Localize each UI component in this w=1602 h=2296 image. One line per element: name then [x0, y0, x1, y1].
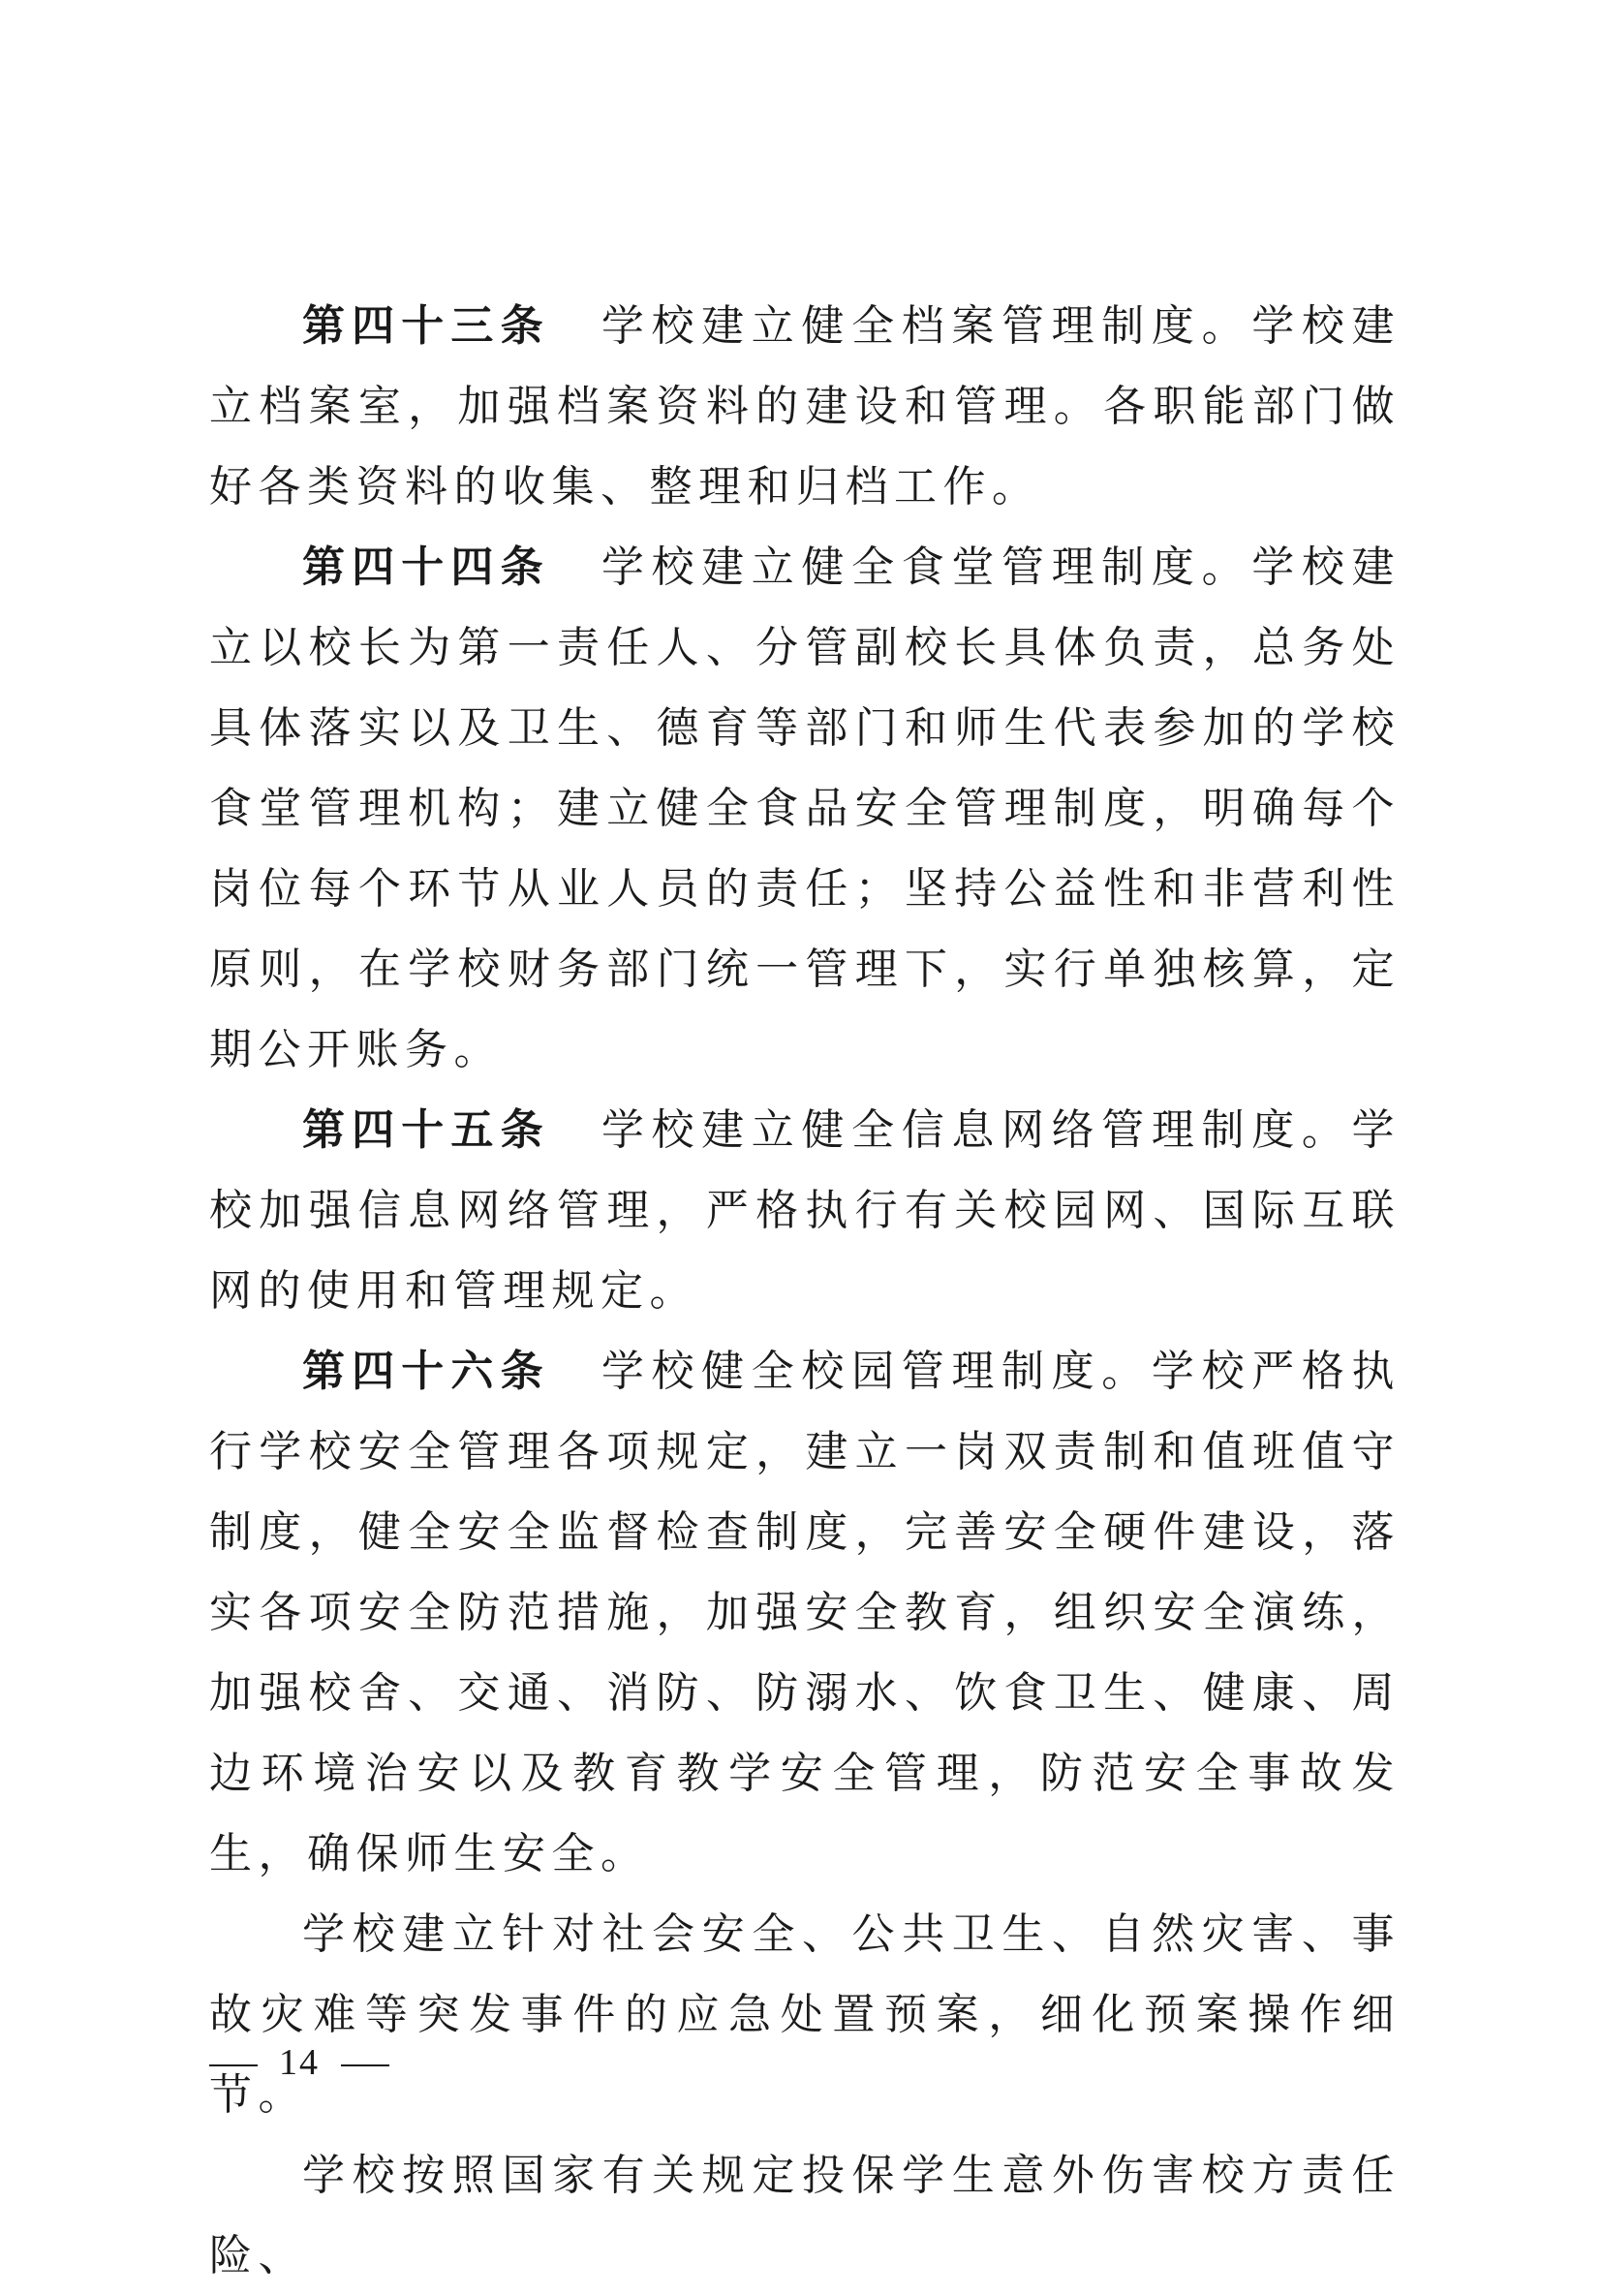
article-44-text: 学校建立健全食堂管理制度。学校建立以校长为第一责任人、分管副校长具体负责，总务处具体落实以及卫生、德育等部门和师生代表参加的学校食堂管理机构；建立健全食品安全管理制度，明确每个岗位每个环节从业人员的责任；坚持公益性和非营利性原则，在学校财务部门统一管理下，实行单独核算，定期公开账务。	[209, 543, 1402, 1074]
article-45-text: 学校建立健全信息网络管理制度。学校加强信息网络管理，严格执行有关校园网、国际互联网的使用和管理规定。	[209, 1105, 1402, 1316]
page-number: 14	[279, 2042, 320, 2083]
article-43-text: 学校建立健全档案管理制度。学校建立档案室，加强档案资料的建设和管理。各职能部门做好各类资料的收集、整理和归档工作。	[209, 301, 1402, 512]
emergency-plan-paragraph	[209, 1894, 1401, 2135]
article-46-paragraph	[209, 1331, 1401, 1894]
article-45-label: 第四十五条	[302, 1105, 550, 1155]
article-44-label: 第四十四条	[302, 543, 550, 592]
article-44-paragraph	[209, 527, 1401, 1090]
article-43-paragraph	[209, 286, 1401, 527]
article-43-label: 第四十三条	[302, 301, 550, 351]
insurance-text: 学校按照国家有关规定投保学生意外伤害校方责任险、	[209, 2151, 1401, 2280]
page-number-footer	[209, 2038, 411, 2087]
left-dash	[209, 2064, 258, 2066]
document-body	[209, 286, 1401, 2296]
emergency-plan-text: 学校建立针对社会安全、公共卫生、自然灾害、事故灾难等突发事件的应急处置预案，细化预案操作细节。	[209, 1909, 1401, 2120]
insurance-paragraph	[209, 2135, 1401, 2296]
right-dash	[341, 2064, 389, 2066]
article-46-label: 第四十六条	[302, 1347, 550, 1396]
article-46-text: 学校健全校园管理制度。学校严格执行学校安全管理各项规定，建立一岗双责制和值班值守制度，健全安全监督检查制度，完善安全硬件建设，落实各项安全防范措施，加强安全教育，组织安全演练，加强校舍、交通、消防、防溺水、饮食卫生、健康、周边环境治安以及教育教学安全管理，防范安全事故发生，确保师生安全。	[209, 1347, 1402, 1878]
article-45-paragraph	[209, 1090, 1401, 1331]
